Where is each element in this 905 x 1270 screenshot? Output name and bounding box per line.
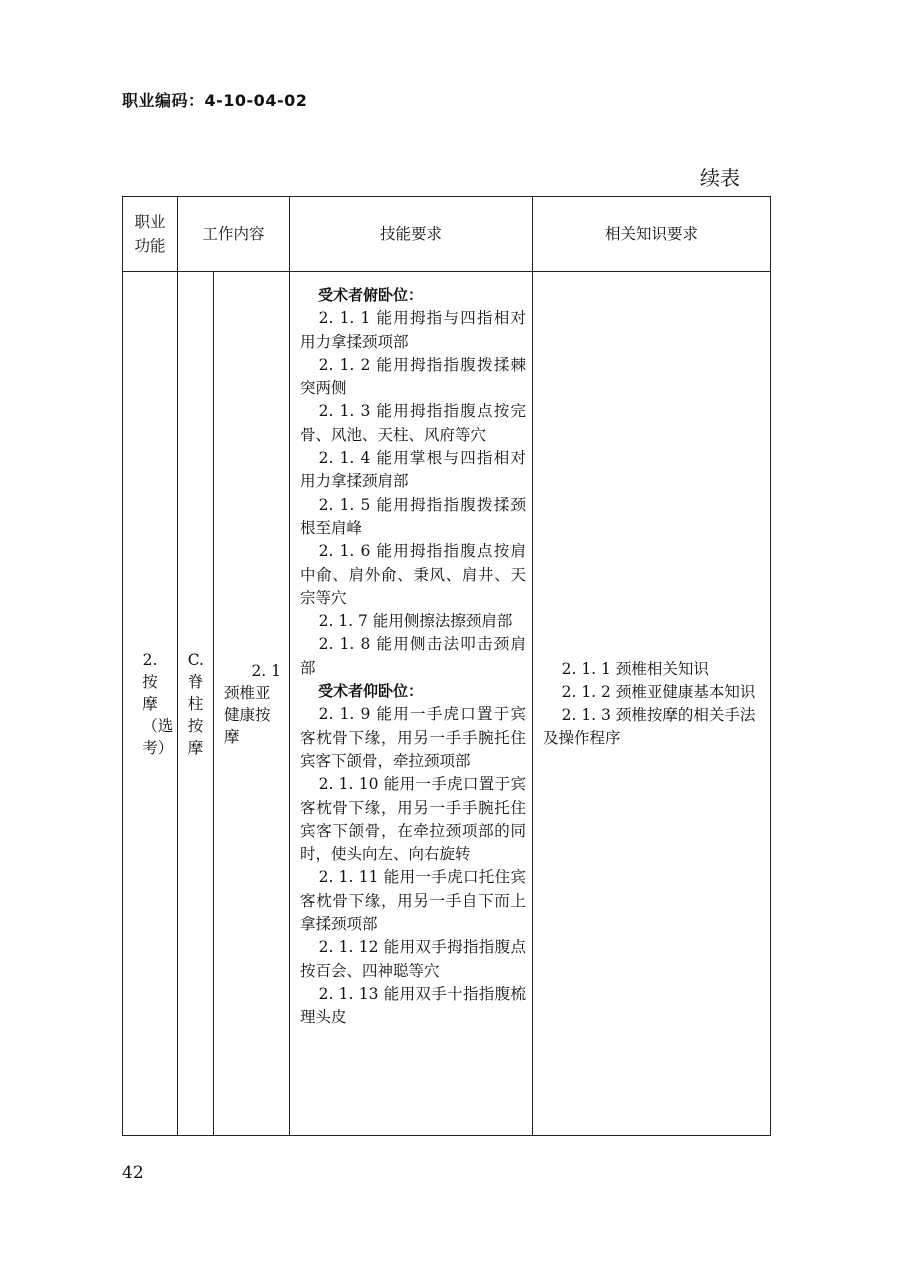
work-item-number: 2. 1 xyxy=(251,661,282,680)
work-item-name: 颈椎亚健康按摩 xyxy=(224,683,271,746)
page-number: 42 xyxy=(122,1163,144,1183)
skill-item: 2. 1. 1 能用拇指与四指相对用力拿揉颈项部 xyxy=(300,309,527,351)
skill-item: 2. 1. 4 能用掌根与四指相对用力拿揉颈肩部 xyxy=(300,449,527,491)
knowledge-item: 2. 1. 3 颈椎按摩的相关手法及操作程序 xyxy=(543,705,756,747)
work-item-cell xyxy=(214,272,290,1136)
skill-item: 2. 1. 3 能用拇指指腹点按完骨、风池、天柱、风府等穴 xyxy=(300,402,527,444)
skill-item: 2. 1. 10 能用一手虎口置于宾客枕骨下缘，用另一手手腕托住宾客下颌骨，在牵拉颈项部的同时，使头向左、向右旋转 xyxy=(300,775,527,864)
occupation-code: 职业编码：4-10-04-02 xyxy=(122,91,308,110)
function-cell: 2.按摩（选考） xyxy=(123,272,178,1136)
knowledge-item: 2. 1. 1 颈椎相关知识 xyxy=(561,659,709,678)
header-knowledge: 相关知识要求 xyxy=(533,197,771,272)
skill-item: 2. 1. 11 能用一手虎口托住宾客枕骨下缘，用另一手自下而上拿揉颈项部 xyxy=(300,868,527,934)
header-skills: 技能要求 xyxy=(290,197,533,272)
header-function: 职业功能 xyxy=(123,197,178,272)
skill-item: 2. 1. 13 能用双手十指指腹梳理头皮 xyxy=(300,984,527,1027)
skill-item: 2. 1. 6 能用拇指指腹点按肩中俞、肩外俞、秉风、肩井、天宗等穴 xyxy=(300,542,527,607)
skill-item: 2. 1. 8 能用侧击法叩击颈肩部 xyxy=(300,635,527,677)
skills-table xyxy=(122,196,771,1136)
table-header-row xyxy=(123,197,771,272)
position-heading: 受术者俯卧位： xyxy=(318,286,424,304)
table-row xyxy=(123,272,771,1136)
skill-item: 2. 1. 2 能用拇指指腹拨揉棘突两侧 xyxy=(300,355,527,398)
knowledge-item: 2. 1. 2 颈椎亚健康基本知识 xyxy=(561,682,756,701)
position-heading: 受术者仰卧位： xyxy=(318,682,424,701)
continued-label: 续表 xyxy=(700,166,740,190)
knowledge-cell xyxy=(533,272,771,1136)
skills-cell xyxy=(290,272,533,1136)
subsection-cell: C.脊柱按摩 xyxy=(178,272,214,1136)
skill-item: 2. 1. 5 能用拇指指腹拨揉颈根至肩峰 xyxy=(300,495,527,537)
skill-item: 2. 1. 12 能用双手拇指指腹点按百会、四神聪等穴 xyxy=(300,938,527,980)
header-work-content: 工作内容 xyxy=(178,197,290,272)
skill-item: 2. 1. 7 能用侧擦法擦颈肩部 xyxy=(318,612,513,631)
skill-item: 2. 1. 9 能用一手虎口置于宾客枕骨下缘，用另一手手腕托住宾客下颌骨，牵拉颈项部 xyxy=(300,705,527,770)
